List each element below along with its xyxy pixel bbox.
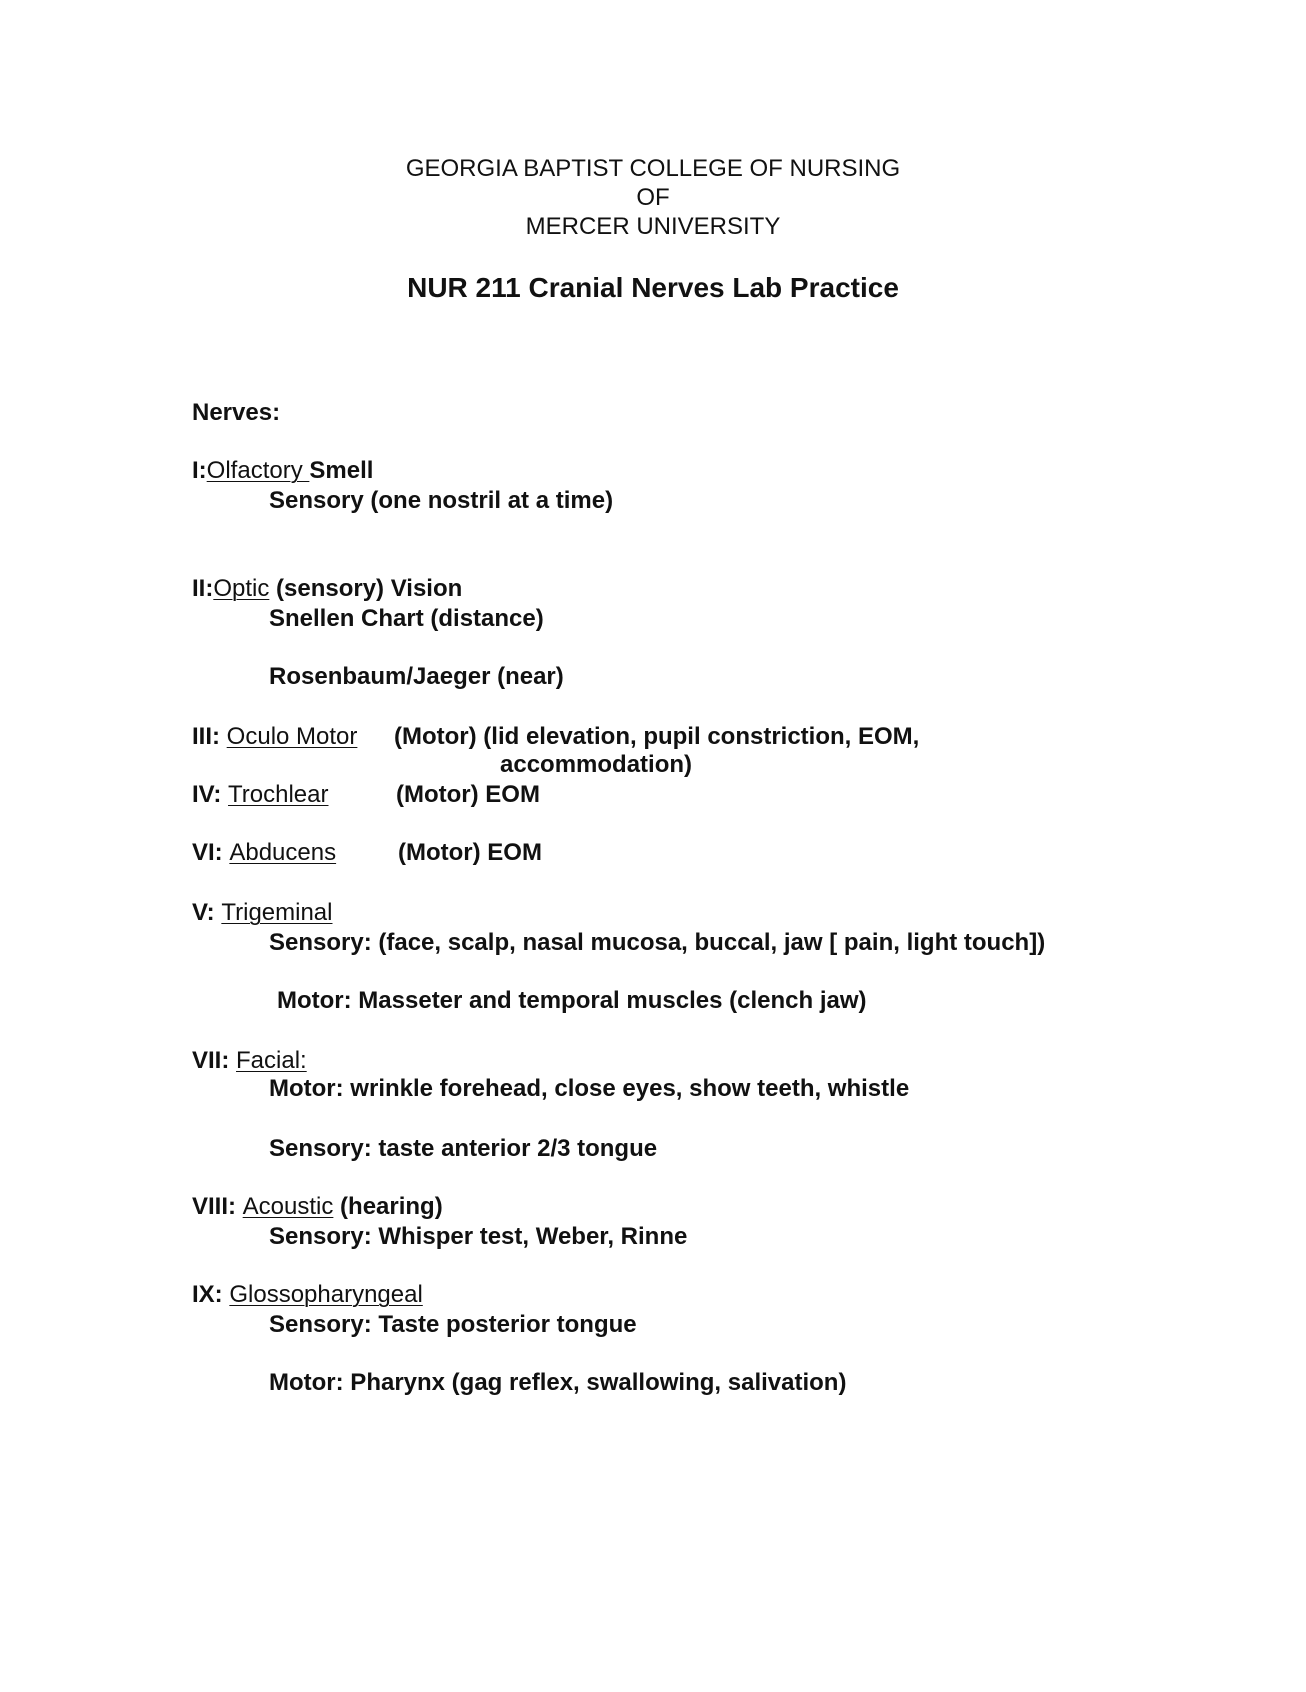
nerve-oculomotor-heading [192, 722, 357, 751]
nerve-name: Olfactory [206, 457, 310, 484]
nerve-number: IX: [192, 1281, 230, 1308]
nerve-function: (sensory) Vision [269, 575, 463, 602]
nerve-acoustic-sensory: Sensory: Whisper test, Weber, Rinne [269, 1223, 688, 1250]
institution-line-2: OF [636, 184, 670, 211]
nerve-number: IV: [192, 781, 229, 808]
nerve-glossopharyngeal-sensory: Sensory: Taste posterior tongue [269, 1311, 637, 1338]
nerve-name: Facial: [236, 1047, 307, 1074]
nerve-number: VI: [192, 839, 230, 866]
nerve-facial-motor: Motor: wrinkle forehead, close eyes, show teeth, whistle [269, 1075, 910, 1102]
nerve-name: Acoustic [242, 1193, 334, 1220]
nerve-facial-sensory: Sensory: taste anterior 2/3 tongue [269, 1135, 658, 1162]
nerve-trochlear-heading [192, 780, 329, 809]
nerve-name: Trochlear [228, 781, 329, 808]
nerve-abducens-function: (Motor) EOM [398, 839, 542, 866]
nerve-glossopharyngeal-heading [192, 1280, 423, 1309]
nerve-name: Trigeminal [221, 899, 333, 926]
nerve-optic-heading [192, 574, 462, 603]
nerve-facial-heading [192, 1046, 307, 1075]
nerve-number: III: [192, 723, 227, 750]
nerve-glossopharyngeal-motor: Motor: Pharynx (gag reflex, swallowing, salivation) [269, 1369, 847, 1396]
nerve-number: VII: [192, 1047, 237, 1074]
nerve-name: Optic [213, 575, 270, 602]
nerve-optic-detail-1: Snellen Chart (distance) [269, 605, 544, 632]
nerve-number: II: [192, 575, 214, 602]
nerve-olfactory-detail: Sensory (one nostril at a time) [269, 487, 614, 514]
nerve-name: Glossopharyngeal [229, 1281, 423, 1308]
nerves-label: Nerves: [192, 399, 281, 426]
nerve-oculomotor-continuation: accommodation) [500, 751, 693, 778]
document-title: NUR 211 Cranial Nerves Lab Practice [407, 272, 899, 303]
nerve-olfactory-heading [192, 456, 373, 485]
nerve-trigeminal-sensory: Sensory: (face, scalp, nasal mucosa, buccal, jaw [ pain, light touch]) [269, 929, 1046, 956]
institution-line-3: MERCER UNIVERSITY [525, 213, 781, 240]
nerve-number: VIII: [192, 1193, 243, 1220]
institution-header [0, 154, 1306, 241]
nerve-optic-detail-2: Rosenbaum/Jaeger (near) [269, 663, 564, 690]
nerve-oculomotor-function: (Motor) (lid elevation, pupil constriction, EOM, [394, 723, 920, 750]
nerve-acoustic-heading [192, 1192, 443, 1221]
nerve-trochlear-function: (Motor) EOM [396, 781, 540, 808]
nerve-function: (hearing) [333, 1193, 443, 1220]
nerve-trigeminal-motor: Motor: Masseter and temporal muscles (clench jaw) [277, 987, 867, 1014]
nerve-abducens-heading [192, 838, 336, 867]
nerve-name: Oculo Motor [226, 723, 358, 750]
nerve-function: Smell [309, 457, 374, 484]
institution-line-1: GEORGIA BAPTIST COLLEGE OF NURSING [405, 155, 901, 182]
nerve-number: I: [192, 457, 207, 484]
nerve-name: Abducens [229, 839, 337, 866]
nerve-number: V: [192, 899, 222, 926]
nerve-trigeminal-heading [192, 898, 332, 927]
